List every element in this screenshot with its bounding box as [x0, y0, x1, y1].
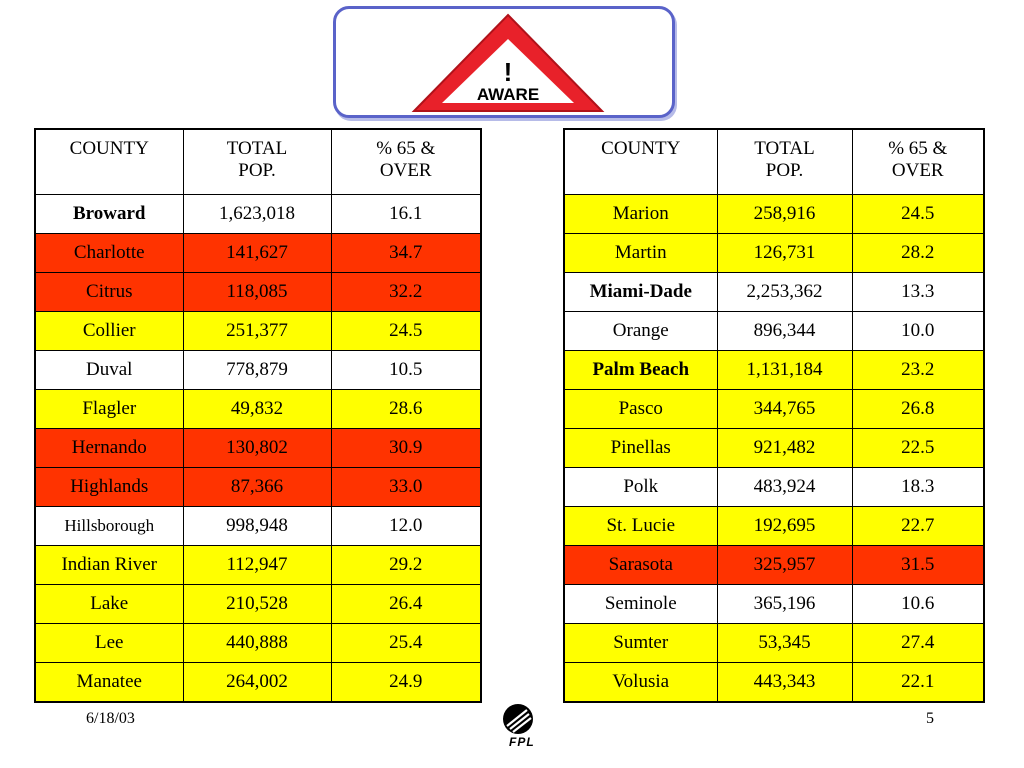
page-number: 5 — [926, 710, 934, 727]
county-cell: Orange — [564, 311, 717, 350]
county-cell: Volusia — [564, 662, 717, 702]
table-row — [564, 272, 984, 311]
table-row — [35, 272, 481, 311]
pct-65-cell: 26.8 — [852, 389, 984, 428]
total-pop-cell: 49,832 — [183, 389, 331, 428]
header-row — [564, 129, 984, 194]
total-pop-cell: 325,957 — [717, 545, 852, 584]
county-cell: Hillsborough — [35, 506, 183, 545]
total-pop-cell: 210,528 — [183, 584, 331, 623]
total-pop-cell: 264,002 — [183, 662, 331, 702]
table-row — [35, 389, 481, 428]
pct-65-cell: 10.0 — [852, 311, 984, 350]
table-row — [35, 506, 481, 545]
total-pop-cell: 192,695 — [717, 506, 852, 545]
total-pop-cell: 365,196 — [717, 584, 852, 623]
table-row — [564, 584, 984, 623]
table-row — [564, 233, 984, 272]
total-pop-cell: 118,085 — [183, 272, 331, 311]
county-table-right — [563, 128, 985, 703]
table-row — [35, 350, 481, 389]
pct-65-cell: 27.4 — [852, 623, 984, 662]
pct-65-cell: 28.6 — [331, 389, 481, 428]
header-county: COUNTY — [564, 129, 717, 194]
table-row — [564, 506, 984, 545]
header-pct-65: % 65 & OVER — [852, 129, 984, 194]
pct-65-cell: 25.4 — [331, 623, 481, 662]
table-row — [564, 350, 984, 389]
exclamation-mark: ! — [503, 57, 513, 87]
aware-badge — [333, 6, 675, 118]
table-row — [35, 623, 481, 662]
total-pop-cell: 112,947 — [183, 545, 331, 584]
county-cell: Seminole — [564, 584, 717, 623]
pct-65-cell: 29.2 — [331, 545, 481, 584]
total-pop-cell: 998,948 — [183, 506, 331, 545]
total-pop-cell: 251,377 — [183, 311, 331, 350]
county-cell: Broward — [35, 194, 183, 233]
pct-65-cell: 34.7 — [331, 233, 481, 272]
total-pop-cell: 896,344 — [717, 311, 852, 350]
pct-65-cell: 22.5 — [852, 428, 984, 467]
table-row — [35, 311, 481, 350]
total-pop-cell: 1,623,018 — [183, 194, 331, 233]
pct-65-cell: 24.5 — [852, 194, 984, 233]
county-cell: Citrus — [35, 272, 183, 311]
county-cell: Pinellas — [564, 428, 717, 467]
county-cell: Miami-Dade — [564, 272, 717, 311]
county-cell: Flagler — [35, 389, 183, 428]
total-pop-cell: 258,916 — [717, 194, 852, 233]
pct-65-cell: 10.6 — [852, 584, 984, 623]
header-total-pop: TOTAL POP. — [183, 129, 331, 194]
county-cell: Charlotte — [35, 233, 183, 272]
pct-65-cell: 12.0 — [331, 506, 481, 545]
pct-65-cell: 22.7 — [852, 506, 984, 545]
county-cell: Collier — [35, 311, 183, 350]
table-row — [35, 428, 481, 467]
table-row — [564, 194, 984, 233]
pct-65-cell: 30.9 — [331, 428, 481, 467]
footer-date: 6/18/03 — [86, 710, 135, 727]
header-total-pop: TOTAL POP. — [717, 129, 852, 194]
county-cell: Palm Beach — [564, 350, 717, 389]
county-cell: Marion — [564, 194, 717, 233]
county-cell: Manatee — [35, 662, 183, 702]
total-pop-cell: 130,802 — [183, 428, 331, 467]
table-row — [564, 467, 984, 506]
pct-65-cell: 22.1 — [852, 662, 984, 702]
warning-triangle-icon — [336, 9, 672, 115]
pct-65-cell: 31.5 — [852, 545, 984, 584]
table-row — [35, 467, 481, 506]
pct-65-cell: 10.5 — [331, 350, 481, 389]
table-row — [35, 584, 481, 623]
total-pop-cell: 1,131,184 — [717, 350, 852, 389]
county-table-left — [34, 128, 482, 703]
table-row — [564, 545, 984, 584]
header-pct-65: % 65 & OVER — [331, 129, 481, 194]
total-pop-cell: 344,765 — [717, 389, 852, 428]
county-cell: St. Lucie — [564, 506, 717, 545]
pct-65-cell: 32.2 — [331, 272, 481, 311]
pct-65-cell: 18.3 — [852, 467, 984, 506]
county-cell: Duval — [35, 350, 183, 389]
total-pop-cell: 443,343 — [717, 662, 852, 702]
total-pop-cell: 141,627 — [183, 233, 331, 272]
county-cell: Pasco — [564, 389, 717, 428]
total-pop-cell: 440,888 — [183, 623, 331, 662]
table-row — [35, 545, 481, 584]
total-pop-cell: 483,924 — [717, 467, 852, 506]
header-row — [35, 129, 481, 194]
table-row — [564, 623, 984, 662]
total-pop-cell: 53,345 — [717, 623, 852, 662]
county-cell: Lee — [35, 623, 183, 662]
aware-label: AWARE — [476, 85, 540, 104]
county-cell: Martin — [564, 233, 717, 272]
table-row — [35, 194, 481, 233]
county-cell: Polk — [564, 467, 717, 506]
pct-65-cell: 23.2 — [852, 350, 984, 389]
total-pop-cell: 126,731 — [717, 233, 852, 272]
pct-65-cell: 33.0 — [331, 467, 481, 506]
table-row — [564, 428, 984, 467]
pct-65-cell: 26.4 — [331, 584, 481, 623]
pct-65-cell: 24.5 — [331, 311, 481, 350]
total-pop-cell: 87,366 — [183, 467, 331, 506]
pct-65-cell: 24.9 — [331, 662, 481, 702]
table-row — [564, 311, 984, 350]
county-cell: Sarasota — [564, 545, 717, 584]
county-cell: Lake — [35, 584, 183, 623]
table-row — [564, 662, 984, 702]
county-cell: Hernando — [35, 428, 183, 467]
header-county: COUNTY — [35, 129, 183, 194]
pct-65-cell: 13.3 — [852, 272, 984, 311]
table-row — [35, 233, 481, 272]
pct-65-cell: 28.2 — [852, 233, 984, 272]
county-cell: Highlands — [35, 467, 183, 506]
pct-65-cell: 16.1 — [331, 194, 481, 233]
county-cell: Indian River — [35, 545, 183, 584]
total-pop-cell: 921,482 — [717, 428, 852, 467]
total-pop-cell: 2,253,362 — [717, 272, 852, 311]
table-row — [564, 389, 984, 428]
total-pop-cell: 778,879 — [183, 350, 331, 389]
table-row — [35, 662, 481, 702]
county-cell: Sumter — [564, 623, 717, 662]
fpl-logo-text: FPL — [509, 735, 535, 749]
